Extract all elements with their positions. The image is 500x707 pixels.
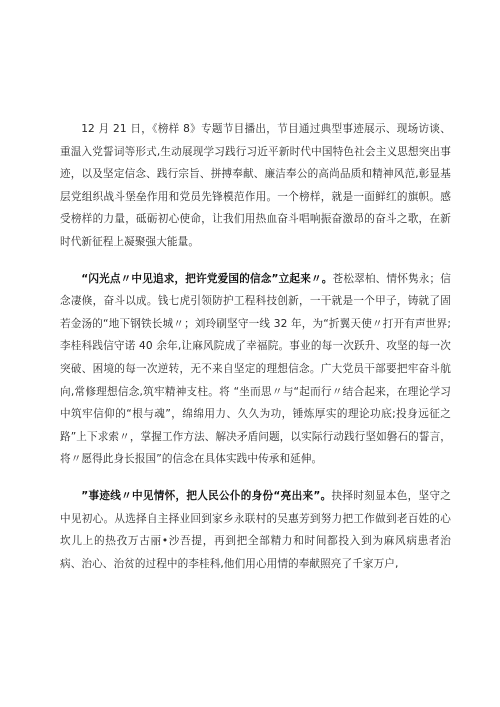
section-heading: “闪光点〃中见追求，把许党爱国的信念”立起来〃。: [81, 272, 333, 285]
paragraph-intro: [60, 118, 451, 254]
paragraph-section-1: [60, 268, 451, 471]
paragraph-section-2: [60, 485, 451, 575]
paragraph-text: 12 月 21 日，《榜样 8》专题节目播出，节目通过典型事迹展示、现场访谈、重温入党誓词等形式,生动展现学习践行习近平新时代中国特色社会主义思想突出事迹，以及坚定信念、践行宗旨、拼搏奉献、廉洁奉公的高尚品质和精神风范,彰显基层党组织战斗堡垒作用和党员先锋模范作用。一个榜样，就是一面鲜红的旗帜。感受榜样的力量，砥砺初心使命，让我们用热血奋斗唱响振奋激昂的奋斗之歌，在新时代新征程上凝聚强大能量。: [60, 123, 451, 248]
paragraph-text: 抉择时刻显本色，坚守之中见初心。从选择自主择业回到家乡永联村的吴惠芳到努力把工作做到老百姓的心坎儿上的热孜万古丽•沙吾提，再到把全部精力和时间都投入到为麻风病患者治病、治心、治贫的过程中的李桂科,他们用心用情的奉献照亮了千家万户,: [60, 489, 451, 570]
section-heading: ”事迹线〃中见情怀，把人民公仆的身份“亮出来”。: [81, 489, 332, 502]
paragraph-text: 苍松翠柏、情怀隽永；信念凄倏，奋斗以成。钱七虎引领防护工程科技创新，一干就是一个甲子，铸就了固若金汤的“地下钢铁长城〃；刘玲刷坚守一线 32 年，为“折翼天使〃打开有声世界;李桂科践信守诺 40 余年,让麻风院成了幸福院。事业的每一次跃升、攻坚的每一次突破、困境的每一次逆转，无不来自坚定的理想信念。广大党员干部要把牢奋斗航向,常修理想信念,筑牢精神支柱。将 “坐而思〃与“起而行〃结合起来，在理论学习中筑牢信仰的“根与魂”，绵绵用力、久久为功，锤炼厚实的理论功底;投身远征之路”上下求索〃，掌握工作方法、解决矛盾问题，以实际行动践行坚如磐石的誓言，将〃愿得此身长报国”的信念在具体实践中传承和延伸。: [60, 272, 451, 466]
